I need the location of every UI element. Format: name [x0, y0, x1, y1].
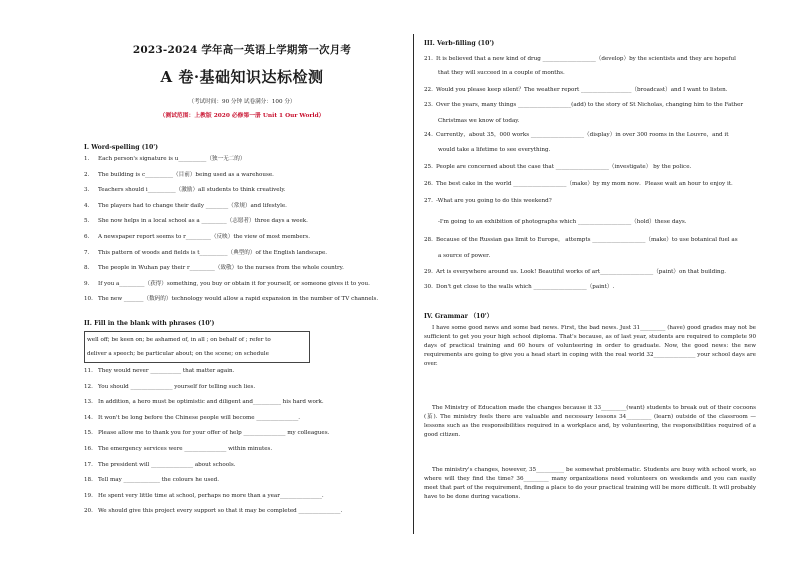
question-row	[424, 163, 691, 171]
question-text: Would you please keep silent？The weather report __________________（broadcast）and I want to listen．	[436, 87, 732, 93]
question-row	[84, 414, 300, 422]
question-number: 17.	[84, 461, 93, 468]
question-number: 11.	[84, 368, 93, 374]
question-number: 2.	[84, 171, 90, 178]
question-number: 22.	[424, 87, 433, 93]
question-text: The emergency services were _______________ within minutes.	[98, 446, 273, 452]
question-row	[424, 86, 731, 94]
grammar-paragraph-3: The ministry's changes, however, 35__________ be somewhat problematic. Students are busy with school work, so where will they find the time? 36_________ many organizations need volunteers on weekends and you can easily meet that part of the requirement, finding a place to do your practical training will be more difficult. It will probably have to be done during vacations.	[424, 467, 756, 500]
question-text: Please allow me to thank you for your offer of help _______________ my colleagues.	[98, 430, 330, 437]
question-number: 8.	[84, 265, 90, 272]
question-text: They would never ___________ that matter again.	[98, 368, 235, 374]
phrase-box	[84, 331, 310, 363]
question-text: Over the years, many things ___________________(add) to the story of St Nicholas, changing him to the Father	[436, 102, 744, 108]
question-text: -I'm going to an exhibition of photographs which ___________________（hold）these days.	[438, 219, 687, 225]
question-row	[84, 429, 329, 437]
section-1-heading: I. Word-spelling (10')	[84, 144, 159, 151]
question-number: 3.	[84, 187, 90, 194]
question-number: 25.	[424, 164, 433, 170]
exam-meta: （考试时间：90 分钟 试卷满分：100 分）	[188, 99, 296, 105]
question-row	[438, 218, 687, 226]
question-number: 26.	[424, 181, 433, 187]
question-row	[424, 55, 736, 63]
question-number: 5.	[84, 218, 90, 225]
question-text: She now helps in a local school as a _________（志愿者）three days a week.	[98, 218, 308, 225]
question-row	[84, 461, 236, 469]
grammar-paragraph-1: I have some good news and some bad news. First, the bad news. Just 31_________ (have) good grades may not be sufficient to get you your high school diploma. That's because, as of last year, students are required to complete 90 days of practical training and 60 hours of volunteering in order to graduate. Now, the good news: the new requirements are going to give you a head start in coping with the real world 32_______________ your school days are over.	[424, 325, 756, 367]
question-text: He spent very little time at school, perhaps no more than a year_______________.	[98, 492, 324, 499]
question-text: It is believed that a new kind of drug ___________________（develop）by the scientists and they are hopeful	[436, 56, 736, 62]
question-text: If you a_________（获得）something, you buy or obtain it for yourself, or someone gives it to you.	[98, 280, 370, 287]
question-text: Because of the Russian gas limit to Europe， attempts ___________________（make）to use botanical fuel as	[436, 237, 738, 243]
phrase-line-2: deliver a speech; be particular about; on the scene; on schedule	[87, 351, 269, 357]
question-number: 6.	[84, 234, 90, 240]
question-number: 9.	[84, 280, 90, 287]
question-row	[438, 146, 550, 154]
question-text: You should _______________ yourself for telling such lies.	[98, 383, 256, 390]
question-text: It won't be long before the Chinese people will become _______________.	[98, 414, 301, 421]
question-row	[424, 283, 614, 291]
question-number: 23.	[424, 102, 433, 108]
question-text: The people in Wuhan pay their r_________（致敬）to the nurses from the whole country.	[98, 265, 344, 272]
question-text: In addition, a hero must be optimistic and diligent and__________ his hard work.	[98, 399, 324, 406]
question-number: 27.	[424, 198, 433, 204]
question-row	[84, 202, 287, 210]
question-text: Art is everywhere around us. Look! Beautiful works of art___________________（paint）on that building.	[436, 269, 727, 275]
question-row	[84, 249, 327, 257]
question-row	[84, 217, 308, 225]
question-text: People are concerned about the case that ___________________（investigate） by the police.	[436, 164, 692, 170]
question-row	[84, 186, 286, 194]
question-text: Each person's signature is u__________（独一无二的）	[98, 156, 246, 162]
question-row	[84, 295, 378, 303]
question-number: 12.	[84, 383, 93, 390]
question-text: a source of power．	[438, 253, 495, 259]
question-text: The building is c__________（目前）being used as a warehouse．	[98, 171, 278, 178]
question-row	[84, 476, 219, 484]
question-row	[84, 233, 310, 241]
question-number: 24.	[424, 132, 433, 138]
question-number: 18.	[84, 477, 93, 484]
question-text: Christmas we know of today.	[438, 118, 520, 124]
question-text: Tell may _____________ the colours he used.	[98, 477, 220, 484]
question-text: We should give this project every support so that it may be completed _______________.	[98, 508, 343, 515]
question-text: Teachers should i__________（激励）all students to think creatively.	[98, 187, 286, 194]
exam-scope: （测试范围：上教版 2020 必修第一册 Unit 1 Our World）	[159, 113, 325, 119]
question-number: 28.	[424, 237, 433, 243]
question-number: 20.	[84, 508, 93, 515]
question-number: 14.	[84, 414, 93, 421]
question-row	[84, 264, 344, 272]
question-row	[424, 131, 728, 139]
question-text: This pattern of woods and fields is t__________（典型的）of the English landscape.	[98, 249, 328, 256]
question-text: The best cake in the world ___________________（make）by my mom now．Please wait an hour to enjoy it．	[436, 181, 737, 187]
question-row	[424, 180, 737, 188]
question-row	[84, 171, 278, 179]
question-row	[84, 398, 324, 406]
question-row	[84, 155, 245, 163]
question-row	[84, 367, 234, 375]
exam-title: 2023-2024 学年高一英语上学期第一次月考	[132, 44, 352, 56]
question-text: that they will succeed in a couple of months.	[438, 70, 565, 76]
question-row	[438, 117, 520, 125]
question-text: The players had to change their daily ________（常规）and lifestyle.	[98, 202, 287, 209]
question-text: Currently，about 35，000 works ___________________（display）in over 300 rooms in the Louvre，and it	[436, 132, 729, 138]
question-text: A newspaper report seems to r_________（反映）the view of most members.	[98, 234, 311, 240]
question-row	[84, 445, 272, 453]
question-row	[84, 383, 255, 391]
question-row	[424, 197, 552, 205]
section-2-heading: II. Fill in the blank with phrases (10')	[84, 320, 215, 327]
question-row	[84, 492, 324, 500]
question-number: 16.	[84, 446, 93, 452]
question-text: Don't get close to the walls which ___________________（paint）.	[436, 284, 615, 290]
question-text: would take a lifetime to see everything.	[438, 147, 551, 153]
question-text: The president will _______________ about schools.	[98, 461, 236, 468]
question-row	[438, 252, 494, 260]
question-row	[84, 280, 370, 288]
question-number: 15.	[84, 430, 93, 437]
phrase-line-1: well off; be keen on; be ashamed of, in all ; on behalf of ; refer to	[87, 337, 271, 343]
question-number: 29.	[424, 269, 433, 275]
question-number: 4.	[84, 202, 90, 209]
question-number: 1.	[84, 156, 90, 162]
question-number: 7.	[84, 249, 90, 256]
question-number: 21.	[424, 56, 433, 62]
question-number: 10.	[84, 296, 93, 303]
column-divider	[413, 34, 414, 534]
section-4-heading: IV. Grammar （10'）	[424, 313, 493, 320]
grammar-paragraph-2: The Ministry of Education made the changes because it 33_________(want) students to break out of their cocoons (茧). The ministry feels there are valuable and necessary lessons 34_________ (learn) outside of the classroom — lessons such as the responsibilities required in a workplace and, by volunteering, the responsibilities required of a good citizen.	[424, 405, 756, 438]
question-number: 13.	[84, 399, 93, 406]
question-number: 19.	[84, 492, 93, 499]
question-text: The new _______（数码的）technology would allow a rapid expansion in the number of TV channels.	[98, 296, 379, 303]
question-text: -What are you going to do this weekend?	[436, 198, 552, 204]
question-row	[424, 236, 738, 244]
question-number: 30.	[424, 284, 433, 290]
exam-subtitle: A 卷·基础知识达标检测	[160, 68, 324, 86]
question-row	[84, 507, 342, 515]
question-row	[424, 101, 743, 109]
section-3-heading: III. Verb-filling (10')	[424, 40, 495, 47]
question-row	[438, 69, 565, 77]
question-row	[424, 268, 726, 276]
